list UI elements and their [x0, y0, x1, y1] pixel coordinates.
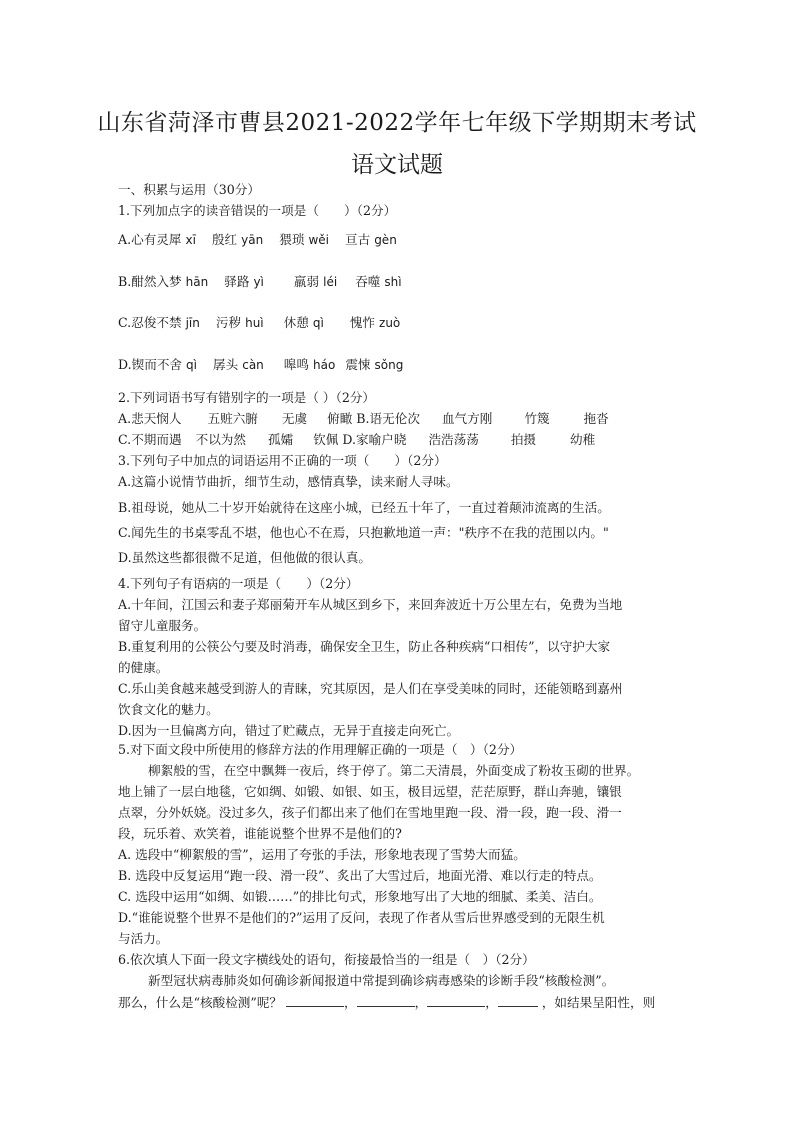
word: A.悲天悯人 [118, 411, 182, 426]
exam-subtitle: 语文试题 [351, 152, 443, 178]
word: 孱头 [213, 357, 239, 372]
word: 血气方刚 [441, 411, 493, 426]
word: 幼稚 [570, 432, 596, 447]
word: 休憩 [283, 315, 309, 330]
section-heading: 一、积累与运用（30分） [118, 182, 260, 197]
pinyin: huì [245, 316, 264, 330]
comma: ， [344, 995, 357, 1010]
q3-option-b: B.祖母说，她从二十岁开始就待在这座小城，已经五十年了，一直过着颠沛流离的生活。 [118, 500, 610, 515]
pinyin: shì [384, 275, 402, 289]
fill-blank-2[interactable] [357, 994, 415, 1007]
word: B.酣然入梦 [118, 274, 182, 289]
word: 俯瞰 [327, 411, 353, 426]
q5-passage-line-3: 点翠，分外妖娆。没过多久，孩子们都出来了他们在雪地里跑一段、滑一段，跑一段、滑一 [118, 805, 622, 820]
q5-option-a: A. 选段中“柳絮般的雪”，运用了夸张的手法，形象地表现了雪势大而猛。 [118, 847, 526, 862]
passage-text: 那么，什么是“核酸检测”呢？ [118, 995, 283, 1010]
word: A.心有灵犀 [118, 232, 182, 247]
word: C.不期而遇 [118, 432, 182, 447]
word: 钦佩 [313, 432, 339, 447]
q5-option-b: B. 选段中反复运用“跑一段、滑一段”、炙出了大雪过后，地面光滑、难以行走的特点。 [118, 868, 602, 883]
comma: ， [485, 995, 498, 1010]
pinyin: sǒng [374, 358, 404, 372]
question-6-stem: 6.依次填人下面一段文字横线处的语句，衔接最恰当的一组是（ ）（2分） [118, 952, 535, 967]
word: D.家喻户晓 [342, 432, 407, 447]
word: 猥琐 [279, 232, 305, 247]
word: 愧怍 [349, 315, 376, 330]
word: 驿路 [224, 274, 250, 289]
q5-passage-line-2: 地上铺了一层白地毯，它如绸、如锻、如银、如玉，极目远望，茫茫原野，群山奔驰，镶银 [118, 784, 622, 799]
q4-option-c-line-1: C.乐山美食越来越受到游人的青睐，究其原因，是人们在享受美味的同时，还能领略到嘉州 [118, 681, 623, 696]
word: D.锲而不舍 [118, 357, 183, 372]
q3-option-c: C.闻先生的书桌零乱不堪，他也心不在焉，只抱歉地道一声："秩序不在我的范围以内。" [118, 525, 609, 540]
pinyin: hān [185, 275, 209, 289]
pinyin: zuò [379, 316, 401, 330]
word: 殷红 [211, 232, 238, 247]
pinyin: qì [186, 358, 197, 372]
pinyin: xī [185, 233, 196, 247]
word: C.忍俊不禁 [118, 315, 182, 330]
pinyin: yì [253, 275, 264, 289]
pinyin: wěi [308, 233, 329, 247]
exam-title: 山东省菏泽市曹县2021-2022学年七年级下学期期末考试 [97, 110, 697, 136]
q3-option-a: A.这篇小说情节曲折，细节生动，感情真挚，读来耐人寻味。 [118, 474, 459, 489]
q1-option-b [118, 274, 688, 290]
fill-blank-3[interactable] [427, 994, 485, 1007]
word: 不以为然 [195, 432, 246, 447]
word: 亘古 [344, 232, 371, 247]
word: 无虞 [281, 411, 308, 426]
q6-passage-line-1: 新型冠状病毒肺炎如何确诊新闻报道中常提到确诊病毒感染的诊断手段“核酸检测”。 [148, 973, 615, 988]
question-4-stem: 4.下列句子有语病的一项是（ ）（2分） [118, 576, 359, 591]
q4-option-a-line-1: A.十年间，江国云和妻子郑丽菊开车从城区到乡下，来回奔波近十万公里左右，免费为当地 [118, 597, 623, 612]
comma: ， [414, 995, 428, 1010]
q3-option-d: D.虽然这些都很微不足道，但他做的很认真。 [118, 550, 371, 565]
word: 拍摄 [510, 432, 537, 447]
q5-passage-line-1: 柳絮般的雪，在空中飘舞一夜后，终于停了。第二天清晨，外面变成了粉妆玉砌的世界。 [148, 763, 640, 778]
fill-blank-1[interactable] [286, 994, 344, 1007]
word: 拖沓 [583, 411, 609, 426]
q2-row-2 [118, 432, 688, 448]
q5-passage-line-4: 段，玩乐着、欢笑着，谁能说整个世界不是他们的? [118, 826, 402, 841]
pinyin: càn [242, 358, 264, 372]
question-2-stem: 2.下列词语书写有错别字的一项是（ ）（2分） [118, 390, 376, 405]
pinyin: háo [313, 358, 336, 372]
q4-option-b-line-1: B.重复利用的公筷公勺要及时消毒，确保安全卫生，防止各种疾病“口相传”，以守护大家 [118, 639, 611, 654]
word: 震悚 [345, 357, 371, 372]
word: 五赃六腑 [207, 411, 258, 426]
q4-option-b-line-2: 的健康。 [118, 660, 169, 675]
word: 污秽 [215, 315, 242, 330]
pinyin: qì [312, 316, 324, 330]
question-1-stem: 1.下列加点字的读音错误的一项是（ ）（2分） [118, 203, 397, 218]
q6-passage-line-2 [118, 994, 688, 1011]
question-3-stem: 3.下列句子中加点的词语运用不正确的一项（ ）（2分） [118, 453, 447, 468]
q1-option-d [118, 357, 688, 373]
q4-option-d: D.因为一旦偏离方向，错过了贮藏点，无异于直接走向死亡。 [118, 723, 460, 738]
word: 竹篾 [524, 411, 550, 426]
q4-option-a-line-2: 留守儿童服务。 [118, 618, 207, 633]
q1-option-c [118, 315, 688, 331]
word: 吞噬 [355, 274, 381, 289]
passage-text: ，如结果呈阳性，则 [541, 995, 656, 1010]
word: 羸弱 [293, 274, 320, 289]
q5-option-c: C. 选段中运用“如绸、如锻……”的排比句式，形象地写出了大地的细腻、柔美、洁白。 [118, 889, 602, 904]
fill-blank-4[interactable] [498, 994, 538, 1007]
pinyin: léi [323, 275, 338, 289]
pinyin: gèn [374, 233, 397, 247]
word: B.语无伦次 [356, 411, 420, 426]
q4-option-c-line-2: 饮食文化的魅力。 [118, 702, 219, 717]
q5-option-d-line-2: 与活力。 [118, 931, 169, 946]
q2-row-1 [118, 411, 688, 427]
word: 嗥鸣 [283, 357, 309, 372]
pinyin: jīn [185, 316, 200, 330]
question-5-stem: 5.对下面文段中所使用的修辞方法的作用理解正确的一项是（ ）（2分） [118, 742, 523, 757]
pinyin: yān [241, 233, 264, 247]
q5-option-d-line-1: D.“谁能说整个世界不是他们的?”运用了反问，表现了作者从雪后世界感受到的无限生机 [118, 910, 605, 925]
word: 浩浩荡荡 [428, 432, 479, 447]
word: 孤孀 [267, 432, 294, 447]
q1-option-a [118, 232, 688, 248]
